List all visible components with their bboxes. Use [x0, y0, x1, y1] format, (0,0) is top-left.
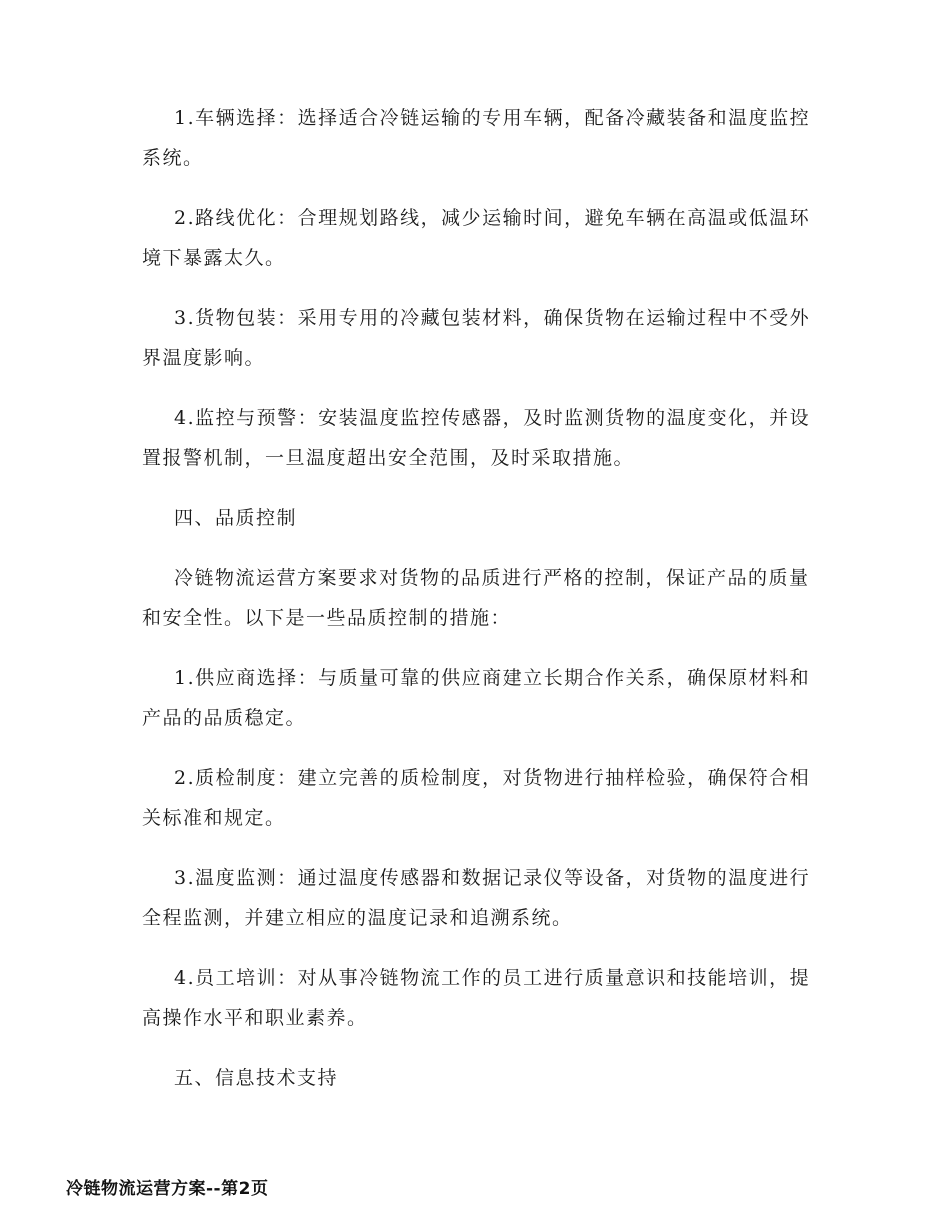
paragraph-route-optimization: 2.路线优化：合理规划路线，减少运输时间，避免车辆在高温或低温环境下暴露太久。 — [142, 207, 811, 269]
paragraph-vehicle-selection: 1.车辆选择：选择适合冷链运输的专用车辆，配备冷藏装备和温度监控系统。 — [142, 107, 811, 169]
paragraph-monitoring-warning: 4.监控与预警：安装温度监控传感器，及时监测货物的温度变化，并设置报警机制，一旦温度超出安全范围，及时采取措施。 — [142, 407, 811, 469]
paragraph-staff-training: 4.员工培训：对从事冷链物流工作的员工进行质量意识和技能培训，提高操作水平和职业素养。 — [142, 967, 811, 1029]
paragraph-supplier-selection: 1.供应商选择：与质量可靠的供应商建立长期合作关系，确保原材料和产品的品质稳定。 — [142, 667, 811, 729]
section-heading-it-support: 五、信息技术支持 — [174, 1067, 339, 1089]
paragraph-quality-intro: 冷链物流运营方案要求对货物的品质进行严格的控制，保证产品的质量和安全性。以下是一些品质控制的措施： — [142, 567, 810, 629]
page-footer: 冷链物流运营方案--第2页 — [66, 1179, 269, 1199]
document-body — [142, 98, 812, 1118]
paragraph-temperature-monitoring: 3.温度监测：通过温度传感器和数据记录仪等设备，对货物的温度进行全程监测，并建立相应的温度记录和追溯系统。 — [142, 867, 811, 929]
paragraph-inspection-system: 2.质检制度：建立完善的质检制度，对货物进行抽样检验，确保符合相关标准和规定。 — [142, 767, 811, 829]
section-heading-quality-control: 四、品质控制 — [174, 507, 298, 529]
paragraph-cargo-packaging: 3.货物包装：采用专用的冷藏包装材料，确保货物在运输过程中不受外界温度影响。 — [142, 307, 811, 369]
